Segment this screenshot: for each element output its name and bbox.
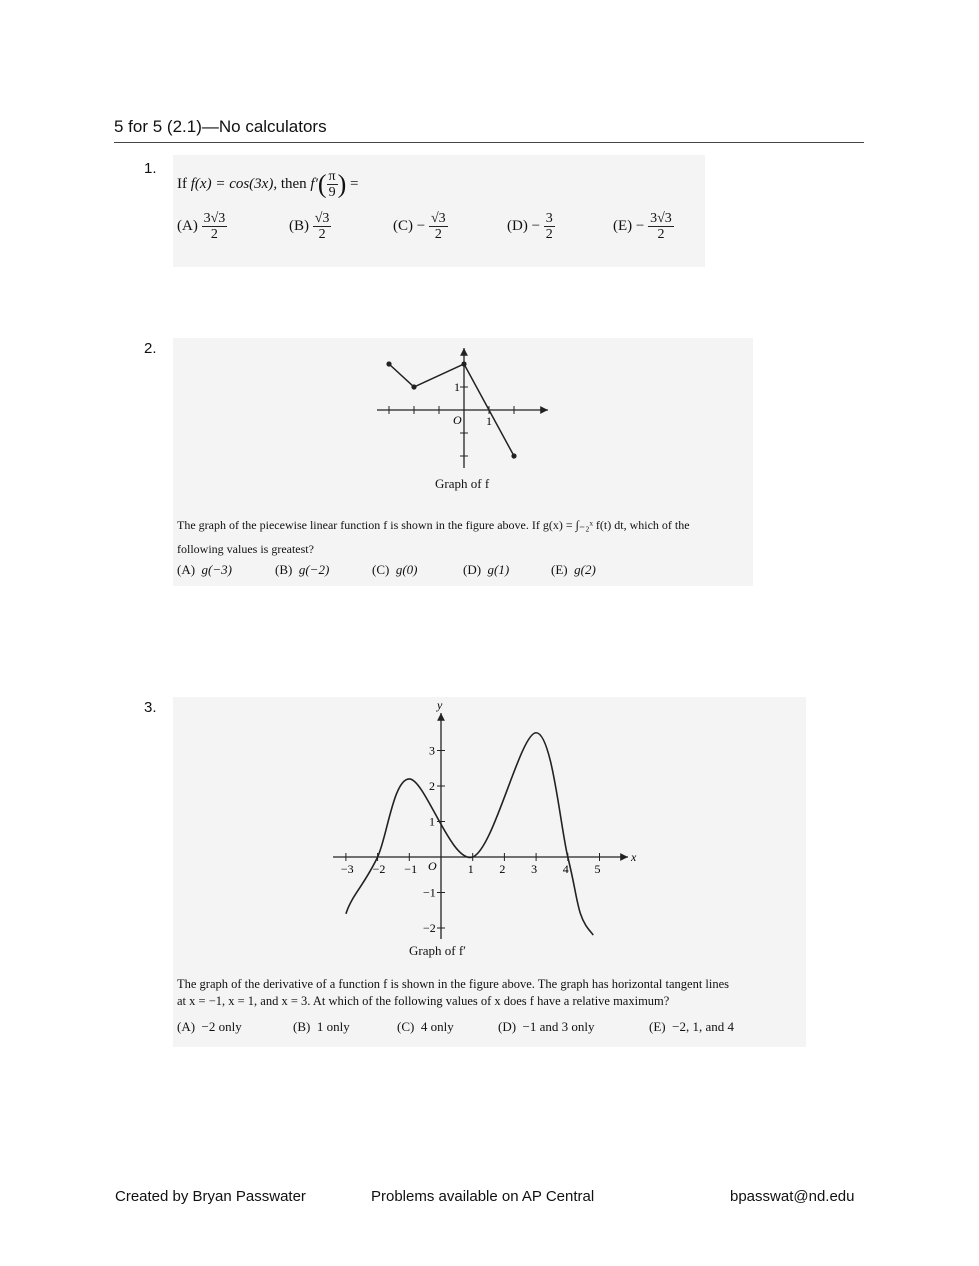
f-prime-curve bbox=[346, 733, 593, 935]
choice-c[interactable]: (C) 4 only bbox=[397, 1019, 454, 1034]
question-1-stem: If f(x) = cos(3x), then f′( $\frac{\pi}{9}$ ) = bbox=[177, 169, 359, 200]
x-tick-label: −2 bbox=[372, 862, 386, 876]
f-vertex-0 bbox=[386, 361, 391, 366]
x-tick-1: 1 bbox=[486, 414, 492, 428]
choice-d[interactable]: (D) −1 and 3 only bbox=[498, 1019, 595, 1034]
y-tick-1: 1 bbox=[454, 380, 460, 394]
x-tick-label: 5 bbox=[594, 862, 601, 876]
choice-e[interactable]: (E) − $\frac{3√3}{2}$ bbox=[613, 211, 672, 242]
question-2-stem: The graph of the piecewise linear function f is shown in the figure above. If g(x) = ∫₋₂ˣ f(t) dt, which of the following values is greatest? bbox=[177, 518, 690, 556]
choice-c[interactable]: (C) g(0) bbox=[372, 562, 418, 577]
stem-argument-fraction bbox=[327, 169, 338, 200]
graph-caption: Graph of f bbox=[435, 476, 490, 491]
y-ticks bbox=[423, 744, 445, 936]
x-tick-label: 2 bbox=[499, 862, 506, 876]
x-tick-label: 3 bbox=[531, 862, 538, 876]
y-tick-label: 1 bbox=[429, 814, 435, 829]
x-tick-label: −3 bbox=[340, 862, 354, 876]
question-2-panel bbox=[173, 338, 753, 586]
question-1-number: 1. bbox=[144, 160, 157, 177]
stem-if: If bbox=[177, 175, 187, 192]
footer-author: Created by Bryan Passwater bbox=[115, 1188, 306, 1205]
x-tick-label: 4 bbox=[562, 862, 569, 876]
stem-then: then bbox=[280, 175, 307, 192]
y-tick-label: −1 bbox=[423, 885, 436, 900]
y-tick-label: 3 bbox=[429, 743, 435, 758]
choice-a[interactable]: (A) −2 only bbox=[177, 1019, 242, 1034]
choice-d[interactable]: (D) − $\frac{3}{2}$ bbox=[507, 211, 553, 242]
y-tick-label: 2 bbox=[429, 779, 435, 793]
footer-email[interactable]: bpasswat@nd.edu bbox=[730, 1188, 855, 1205]
x-axis-label: x bbox=[631, 850, 637, 864]
origin-label: O bbox=[428, 859, 437, 873]
page-header: 5 for 5 (2.1)—No calculators bbox=[114, 116, 864, 143]
stem-arg-numerator: π bbox=[328, 169, 336, 184]
choice-c[interactable]: (C) − $\frac{√3}{2}$ bbox=[393, 211, 446, 242]
choice-a[interactable]: (A) $\frac{3√3}{2}$ bbox=[177, 211, 226, 242]
choice-d[interactable]: (D) g(1) bbox=[463, 562, 510, 577]
graph-of-f-prime bbox=[173, 697, 806, 942]
stem-fprime: f′ bbox=[310, 175, 318, 192]
y-tick-label: −2 bbox=[423, 921, 436, 935]
x-tick-label: 1 bbox=[467, 862, 474, 876]
choice-a[interactable]: (A) g(−3) bbox=[177, 562, 232, 577]
origin-label: O bbox=[453, 413, 462, 427]
x-tick-label: −1 bbox=[404, 862, 418, 876]
choice-b[interactable]: (B) $\frac{√3}{2}$ bbox=[289, 211, 330, 242]
footer-source: Problems available on AP Central bbox=[371, 1188, 595, 1205]
f-vertex-3 bbox=[511, 453, 516, 458]
f-vertex-1 bbox=[411, 384, 416, 389]
y-axis-label: y bbox=[437, 698, 443, 712]
question-2-number: 2. bbox=[144, 340, 157, 357]
question-3-panel bbox=[173, 697, 806, 1047]
choice-b[interactable]: (B) g(−2) bbox=[275, 562, 330, 577]
question-3-number: 3. bbox=[144, 699, 157, 716]
choice-b[interactable]: (B) 1 only bbox=[293, 1019, 350, 1034]
question-1-panel bbox=[173, 155, 705, 267]
question-3-stem: The graph of the derivative of a function f is shown in the figure above. The graph has horizontal tangent lines at x = −1, x = 1, and x = 3. At which of the following values of x does f have a relative maximum? bbox=[177, 977, 730, 1008]
stem-function: f(x) = cos(3x), bbox=[190, 175, 278, 192]
f-vertex-2 bbox=[461, 361, 466, 366]
stem-equals: = bbox=[350, 175, 359, 192]
graph-of-f bbox=[173, 338, 753, 478]
graph-caption: Graph of f′ bbox=[409, 943, 466, 958]
choice-e[interactable]: (E) −2, 1, and 4 bbox=[649, 1019, 734, 1034]
choice-e[interactable]: (E) g(2) bbox=[551, 562, 596, 577]
stem-arg-denominator: 9 bbox=[328, 185, 336, 200]
